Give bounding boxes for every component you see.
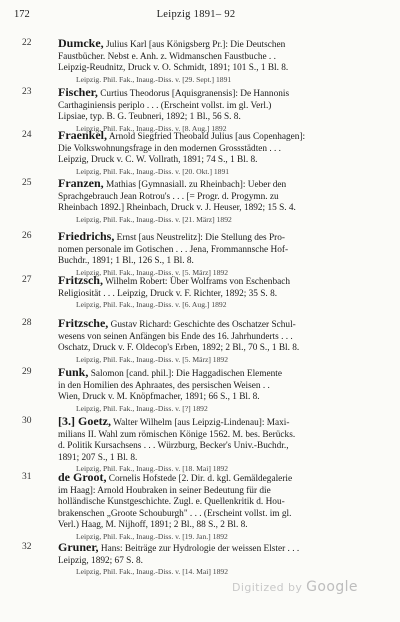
entry-line: Faustbücher. Nebst e. Anh. z. Widmanschen Faustbuche . . [58,51,276,62]
entry-line [58,367,384,381]
entry-line: Rheinbach 1892.] Rheinbach, Druck v. J. Heuser, 1892; 15 S. 4. [58,203,296,214]
entry-line [58,38,384,52]
dissertation-note: Leipzig, Phil. Fak., Inaug.-Diss. v. [5. März] 1892 [76,354,228,364]
author-name: Gruner, [58,542,99,554]
entry-text: Wilhelm Robert: Über Wolframs von Eschenbach [105,277,290,287]
entry-line [58,87,384,101]
entry-number: 28 [22,318,32,328]
entry-line [58,542,384,556]
author-name: de Groot, [58,472,107,484]
dissertation-note: Leipzig, Phil. Fak., Inaug.-Diss. v. [21. März] 1892 [76,214,232,224]
author-name: Dumcke, [58,38,104,50]
running-head: Leipzig 1891– 92 [156,9,236,20]
author-name: Franzen, [58,178,104,190]
entry-number: 26 [22,231,32,241]
entry-line: Carthaginiensis periplo . . . (Erscheint vollst. im gl. Verl.) [58,100,272,111]
entry-text: Cornelis Hofstede [2. Dir. d. kgl. Gemäldegalerie [108,474,293,484]
entry-text: Curtius Theodorus [Aquisgranensis]: De Hannonis [100,89,290,99]
entry-line: d. Politik Kursachsens . . . Würzburg, Becker's Univ.-Buchdr., [58,441,289,452]
entry-line: im Haag]: Arnold Houbraken in seiner Bedeutung für die [58,485,271,496]
entry-text: Julius Karl [aus Königsberg Pr.]: Die Deutschen [106,40,286,50]
author-name: Friedrichs, [58,231,115,243]
bibliography-entry [22,318,384,365]
entry-text: Hans: Beiträge zur Hydrologie der weissen Elster . . . [100,544,300,554]
entry-line: nomen personale im Gotischen . . . Jena, Frommannsche Hof- [58,244,289,255]
watermark-prefix: Digitized by [232,581,303,594]
bibliography-entry [22,275,384,310]
entry-line: Verl.) Haag, M. Nijhoff, 1891; 2 Bl., 88 S., 2 Bl. 8. [58,520,248,531]
entry-text: Walter Wilhelm [aus Leipzig-Lindenau]: Maxi- [113,418,290,428]
entry-text: Salomon [cand. phil.]: Die Haggadischen Elemente [90,369,282,379]
page-header [14,9,378,23]
dissertation-note: Leipzig, Phil. Fak., Inaug.-Diss. v. [19. Jan.] 1892 [76,531,228,541]
entry-number: 22 [22,38,32,48]
entry-line: Leipzig, 1892; 67 S. 8. [58,555,143,566]
entry-text: Mathias [Gymnasiall. zu Rheinbach]: Ueber den [105,180,287,190]
dissertation-note: Leipzig, Phil. Fak., Inaug.-Diss. v. [6. Aug.] 1892 [76,300,227,310]
entry-text: Ernst [aus Neustrelitz]: Die Stellung des Pro- [116,233,285,243]
entry-line: brakenschen „Groote Schouburgh" . . . (Erscheint vollst. im gl. [58,508,292,519]
entry-line: Leipzig, Druck v. C. W. Vollrath, 1891; 74 S., 1 Bl. 8. [58,155,258,166]
entry-number: 24 [22,130,32,140]
entry-number: 23 [22,87,32,97]
entry-line [58,275,384,289]
entry-line: Sprachgebrauch Jean Rotrou's . . . [= Progr. d. Progymn. zu [58,191,279,202]
entry-number: 31 [22,472,32,482]
entry-line: in den Homilien des Aphraates, des persischen Weisen . . [58,380,270,391]
author-name: Fritzsche, [58,318,109,330]
entry-number: 25 [22,178,32,188]
author-name: Fritzsch, [58,275,103,287]
dissertation-note: Leipzig, Phil. Fak., Inaug.-Diss. v. [18. Mai] 1892 [76,464,228,474]
entry-number: 30 [22,416,32,426]
entry-line: Buchdr., 1891; 1 Bl., 126 S., 1 Bl. 8. [58,256,194,267]
entry-text: Gustav Richard: Geschichte des Oschatzer Schul- [110,320,296,330]
author-name: Fraenkel, [58,130,107,142]
bibliography-entry [22,367,384,414]
entry-number: 29 [22,367,32,377]
entry-line: wesens von seinen Anfängen bis Ende des 16. Jahrhunderts . . . [58,331,293,342]
entry-line [58,318,384,332]
bibliography-entry [22,38,384,85]
bibliography-entry [22,231,384,278]
dissertation-note: Leipzig. Phil. Fak., Inaug.-Diss. v. [29. Sept.] 1891 [76,74,232,84]
entry-text: Arnold Siegfried Theobald Julius [aus Copenhagen]: [108,132,306,142]
bibliography-entry [22,542,384,577]
dissertation-note: Leipzig, Phil. Fak., Inaug.-Diss. v. [5. März] 1892 [76,267,228,277]
dissertation-note: Leipzig, Phil. Fak., Inaug.-Diss. v. [14. Mai] 1892 [76,567,228,577]
entry-line [58,231,384,245]
bibliography-entry [22,130,384,177]
entry-line: 1891; 207 S., 1 Bl. 8. [58,452,138,463]
entry-line: Leipzig-Reudnitz, Druck v. O. Schmidt, 1891; 101 S., 1 Bl. 8. [58,63,289,74]
bibliography-entry [22,178,384,225]
dissertation-note: Leipzig, Phil. Fak., Inaug.-Diss. v. [20. Okt.] 1891 [76,166,230,176]
watermark-brand: Google [306,579,358,595]
entry-line: Wien, Druck v. M. Knöpfmacher, 1891; 66 S., 1 Bl. 8. [58,392,260,403]
page-number: 172 [14,9,30,20]
entry-line [58,178,384,192]
entry-number: 32 [22,542,32,552]
dissertation-note: Leipzig, Phil. Fak., Inaug.-Diss. v. [?] 1892 [76,403,208,413]
entry-line [58,472,384,486]
author-name: [3.] Goetz, [58,416,111,428]
bibliography-entry [22,87,384,134]
bibliography-entry [22,472,384,542]
dissertation-note: Leipzig, Phil. Fak., Inaug.-Diss. v. [8. Aug.] 1892 [76,123,227,133]
entry-number: 27 [22,275,32,285]
entry-line: Lipsiae, typ. B. G. Teubneri, 1892; 1 Bl., 56 S. 8. [58,112,241,123]
entry-line: Die Volkswohnungsfrage in den modernen Grossstädten . . . [58,143,282,154]
entry-line: Oschatz, Druck v. F. Oldecop's Erben, 1892; 2 Bl., 70 S., 1 Bl. 8. [58,343,300,354]
author-name: Fischer, [58,87,98,99]
entry-line [58,130,384,144]
entry-line [58,416,384,430]
entry-line: Religiosität . . . Leipzig, Druck v. F. Richter, 1892; 35 S. 8. [58,288,278,299]
google-watermark [232,579,358,595]
entry-line: holländische Kunstgeschichte. Zugl. e. Quellenkritik d. Hou- [58,497,285,508]
entry-line: milians II. Wahl zum römischen Könige 1562. M. bes. Berücks. [58,429,296,440]
bibliography-entry [22,416,384,474]
author-name: Funk, [58,367,89,379]
